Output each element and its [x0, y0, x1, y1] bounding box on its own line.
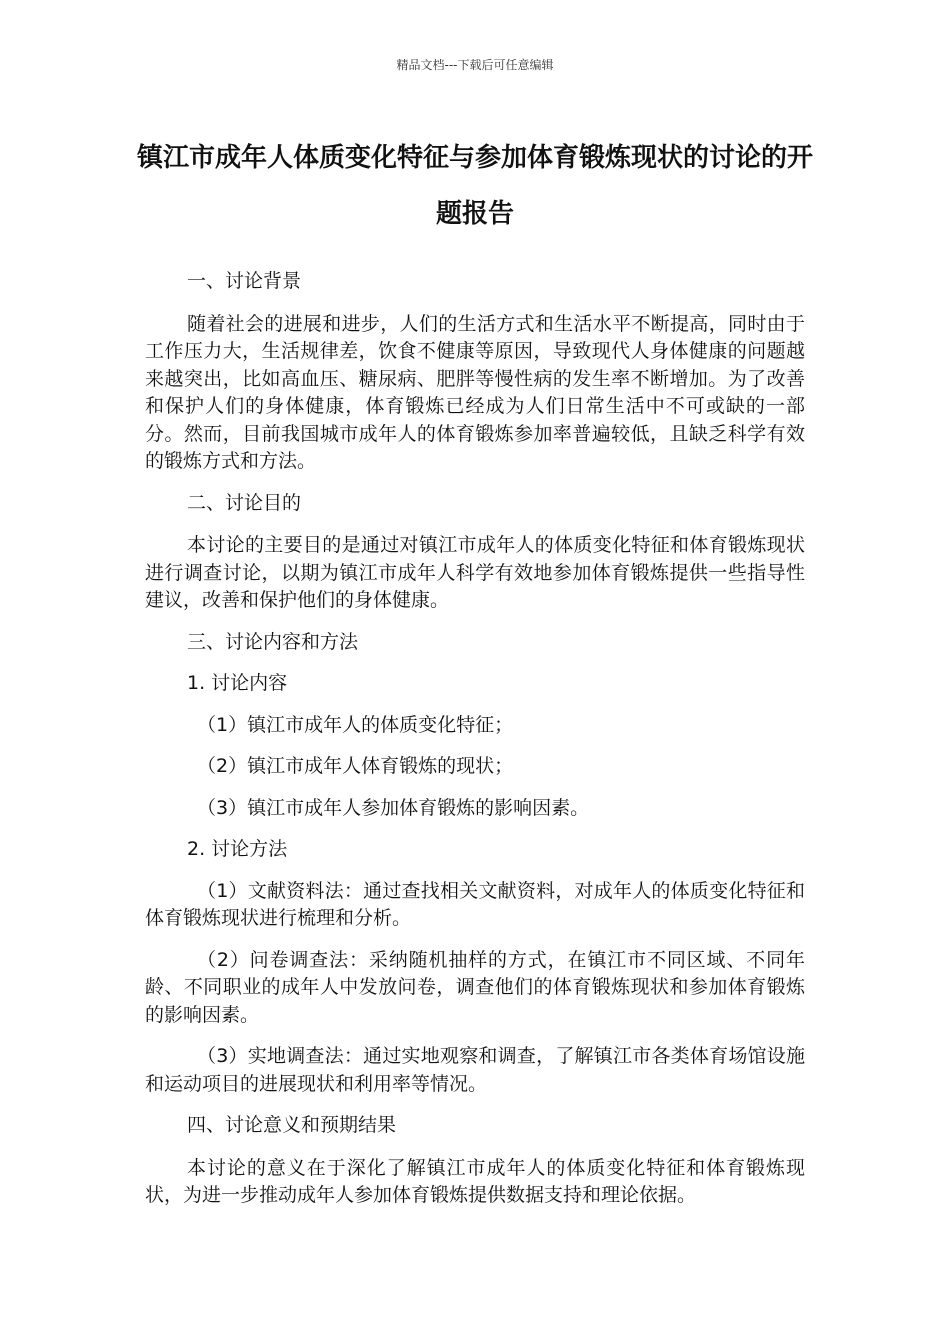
paragraph-significance: 本讨论的意义在于深化了解镇江市成年人的体质变化特征和体育锻炼现状，为进一步推动成年人参加体育锻炼提供数据支持和理论依据。 — [145, 1156, 805, 1206]
page-header: 精品文档---下载后可任意编辑 — [396, 58, 554, 72]
content-item-2: （2）镇江市成年人体育锻炼的现状； — [197, 755, 514, 777]
section-heading-purpose: 二、讨论目的 — [187, 491, 302, 514]
paragraph-background: 随着社会的进展和进步，人们的生活方式和生活水平不断提高，同时由于工作压力大，生活规律差，饮食不健康等原因，导致现代人身体健康的问题越来越突出，比如高血压、糖尿病、肥胖等慢性病的发生率不断增加。为了改善和保护人们的身体健康，体育锻炼已经成为人们日常生活中不可或缺的一部分。然而，目前我国城市成年人的体育锻炼参加率普遍较低，且缺乏科学有效的锻炼方式和方法。 — [145, 312, 805, 472]
document-body — [145, 268, 805, 1210]
method-item-3: （3）实地调查法：通过实地观察和调查，了解镇江市各类体育场馆设施和运动项目的进展现状和利用率等情况。 — [145, 1045, 805, 1095]
section-heading-significance: 四、讨论意义和预期结果 — [187, 1114, 397, 1136]
method-item-2: （2）问卷调查法：采纳随机抽样的方式，在镇江市不同区域、不同年龄、不同职业的成年人中发放问卷，调查他们的体育锻炼现状和参加体育锻炼的影响因素。 — [145, 948, 805, 1026]
content-item-1: （1）镇江市成年人的体质变化特征； — [197, 713, 514, 736]
section-heading-background: 一、讨论背景 — [187, 270, 302, 292]
document-title: 镇江市成年人体质变化特征与参加体育锻炼现状的讨论的开题报告 — [136, 143, 813, 229]
content-item-3: （3）镇江市成年人参加体育锻炼的影响因素。 — [197, 796, 590, 819]
section-heading-content-method: 三、讨论内容和方法 — [187, 630, 359, 653]
paragraph-purpose: 本讨论的主要目的是通过对镇江市成年人的体质变化特征和体育锻炼现状进行调查讨论，以期为镇江市成年人科学有效地参加体育锻炼提供一些指导性建议，改善和保护他们的身体健康。 — [145, 534, 805, 611]
method-item-1: （1）文献资料法：通过查找相关文献资料，对成年人的体质变化特征和体育锻炼现状进行梳理和分析。 — [145, 879, 805, 929]
subheading-content: 1. 讨论内容 — [187, 672, 288, 694]
subheading-method: 2. 讨论方法 — [187, 838, 288, 860]
